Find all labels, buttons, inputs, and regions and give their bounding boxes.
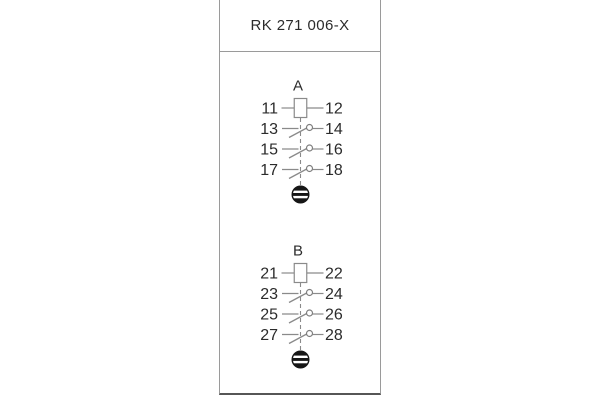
fixed-contact-dot bbox=[307, 310, 313, 316]
terminal-label: 13 bbox=[260, 121, 278, 138]
connector-stripe bbox=[293, 196, 309, 198]
fixed-contact-dot bbox=[307, 145, 313, 151]
fixed-contact-dot bbox=[307, 290, 313, 296]
terminal-label: 12 bbox=[325, 100, 343, 118]
terminal-label: 11 bbox=[261, 100, 278, 118]
schematic-diagram-area bbox=[220, 52, 380, 393]
terminal-label: 17 bbox=[260, 162, 278, 179]
fixed-contact-dot bbox=[307, 125, 313, 131]
terminal-label: 25 bbox=[260, 306, 278, 324]
terminal-label: 27 bbox=[260, 327, 278, 344]
terminal-label: 18 bbox=[325, 162, 343, 179]
fixed-contact-dot bbox=[307, 331, 313, 337]
terminal-label: 14 bbox=[325, 121, 343, 138]
terminal-label: 15 bbox=[260, 141, 278, 159]
terminal-label: 22 bbox=[325, 265, 343, 283]
section-A-schematic bbox=[220, 75, 380, 211]
module-title: RK 271 006-X bbox=[250, 17, 350, 34]
terminal-label: 28 bbox=[325, 327, 343, 344]
striped-circle-connector bbox=[292, 186, 310, 204]
connector-body bbox=[292, 186, 310, 204]
fixed-contact-dot bbox=[307, 166, 313, 172]
terminal-label: 26 bbox=[325, 306, 343, 324]
title-block bbox=[220, 0, 380, 52]
connector-stripe bbox=[293, 356, 309, 358]
section-label: B bbox=[292, 242, 304, 260]
striped-circle-connector bbox=[292, 351, 310, 369]
coil-symbol bbox=[294, 264, 307, 283]
coil-symbol bbox=[294, 99, 307, 118]
section-label: A bbox=[292, 77, 304, 95]
connector-stripe bbox=[293, 191, 309, 193]
terminal-label: 24 bbox=[325, 286, 343, 303]
connector-body bbox=[292, 351, 310, 369]
terminal-label: 21 bbox=[260, 265, 278, 283]
connector-stripe bbox=[293, 361, 309, 363]
terminal-label: 23 bbox=[260, 286, 278, 303]
terminal-label: 16 bbox=[325, 141, 343, 159]
section-B-schematic bbox=[220, 240, 380, 376]
relay-module-panel bbox=[219, 0, 381, 395]
